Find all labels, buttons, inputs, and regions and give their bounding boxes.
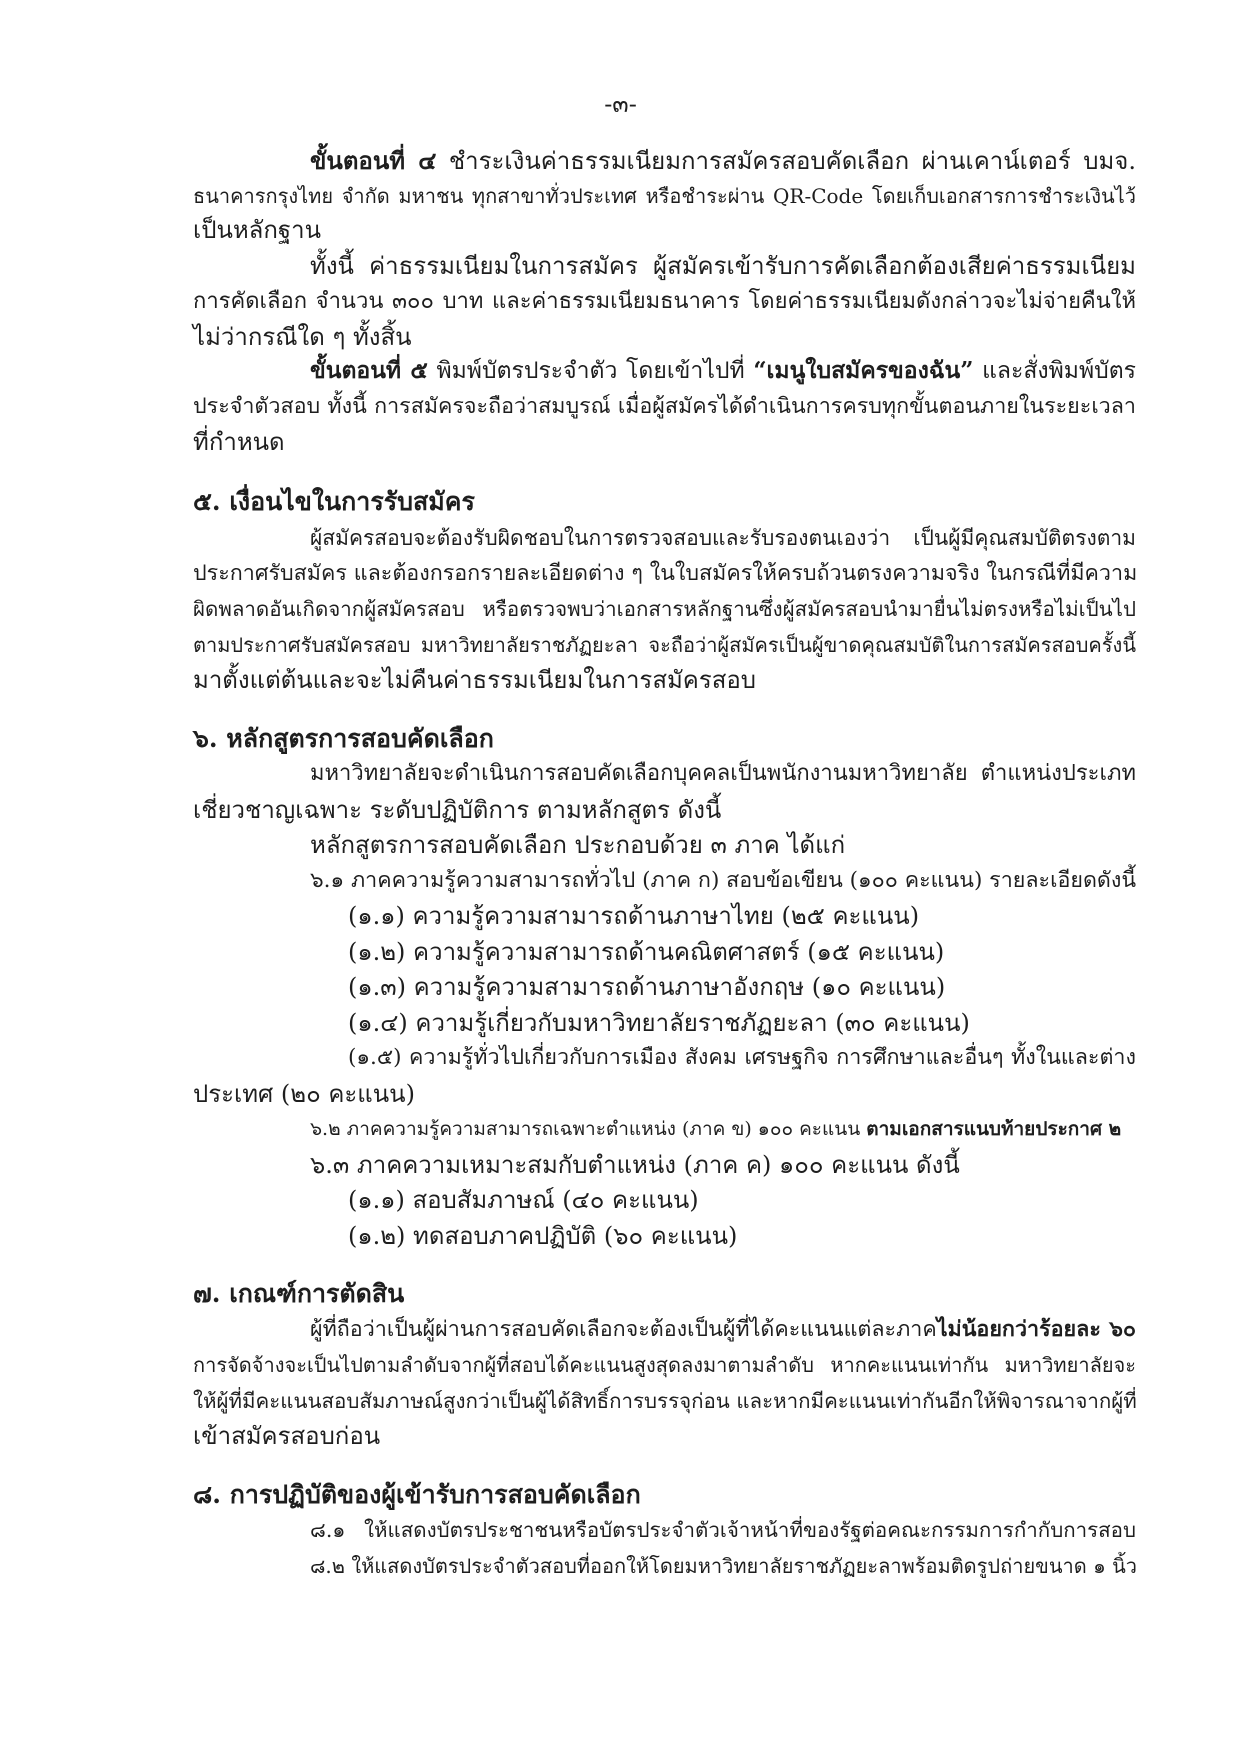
section5-heading: ๕. เงื่อนไขในการรับสมัคร [193,487,475,516]
step5-line1 [310,354,1136,388]
section7-line4: เข้าสมัครสอบก่อน [193,1422,381,1450]
section7-line1 [310,1313,1136,1347]
section5-line: ตามประกาศรับสมัครสอบ มหาวิทยาลัยราชภัฏยะลา จะถือว่าผู้สมัครเป็นผู้ขาดคุณสมบัติในการสมัครสอบครั้งนี้ [193,633,1136,657]
section7-line3: ให้ผู้ที่มีคะแนนสอบสัมภาษณ์สูงกว่าเป็นผู้ได้สิทธิ์การบรรจุก่อน และหากมีคะแนนเท่ากันอีกให้พิจารณาจากผู้ที่ [193,1389,1137,1413]
section6-part1-item: (๑.๔) ความรู้เกี่ยวกับมหาวิทยาลัยราชภัฏยะลา (๓๐ คะแนน) [348,1009,970,1037]
section6-heading: ๖. หลักสูตรการสอบคัดเลือก [193,724,494,753]
section6-part2 [310,1112,1121,1146]
section7-threshold: ไม่น้อยกว่าร้อยละ ๖๐ [936,1317,1136,1342]
step5-line2: ประจำตัวสอบ ทั้งนี้ การสมัครจะถือว่าสมบูรณ์ เมื่อผู้สมัครได้ดำเนินการครบทุกขั้นตอนภายในระยะเวลา [193,394,1136,419]
step4-lead: ขั้นตอนที่ ๔ [310,146,437,175]
section6-part3-item: (๑.๒) ทดสอบภาคปฏิบัติ (๖๐ คะแนน) [348,1222,738,1250]
step4-line1 [310,144,1136,178]
section6-item15-line2: ประเทศ (๒๐ คะแนน) [193,1080,415,1108]
section6-part2-attachment: ตามเอกสารแนบท้ายประกาศ ๒ [866,1118,1122,1140]
step5-line3: ที่กำหนด [193,428,285,456]
step4-text: ชำระเงินค่าธรรมเนียมการสมัครสอบคัดเลือก ผ่านเคาน์เตอร์ บมจ. [448,147,1136,175]
section6-part1-item: (๑.๑) ความรู้ความสามารถด้านภาษาไทย (๒๕ คะแนน) [348,902,920,930]
section6-part1-item: (๑.๒) ความรู้ความสามารถด้านคณิตศาสตร์ (๑๕ คะแนน) [348,938,945,966]
section8-heading: ๘. การปฏิบัติของผู้เข้ารับการสอบคัดเลือก [193,1480,641,1509]
section8-item: ๘.๑ ให้แสดงบัตรประชาชนหรือบัตรประจำตัวเจ้าหน้าที่ของรัฐต่อคณะกรรมการกำกับการสอบ [310,1518,1136,1542]
section8-item: ๘.๒ ให้แสดงบัตรประจำตัวสอบที่ออกให้โดยมหาวิทยาลัยราชภัฏยะลาพร้อมติดรูปถ่ายขนาด ๑ นิ้ว [310,1554,1138,1578]
step4-line2: ธนาคารกรุงไทย จำกัด มหาชน ทุกสาขาทั่วประเทศ หรือชำระผ่าน QR-Code โดยเก็บเอกสารการชำระเงินไว้ [193,184,1136,208]
section6-intro1: มหาวิทยาลัยจะดำเนินการสอบคัดเลือกบุคคลเป็นพนักงานมหาวิทยาลัย ตำแหน่งประเภท [310,761,1136,786]
fee-line3: ไม่ว่ากรณีใด ๆ ทั้งสิ้น [193,323,412,351]
section6-part3: ๖.๓ ภาคความเหมาะสมกับตำแหน่ง (ภาค ค) ๑๐๐ คะแนน ดังนี้ [310,1151,960,1179]
section5-line: ผู้สมัครสอบจะต้องรับผิดชอบในการตรวจสอบและรับรองตนเองว่า เป็นผู้มีคุณสมบัติตรงตาม [310,526,1136,550]
section7-heading: ๗. เกณฑ์การตัดสิน [193,1279,405,1308]
fee-line2: การคัดเลือก จำนวน ๓๐๐ บาท และค่าธรรมเนียมธนาคาร โดยค่าธรรมเนียมดังกล่าวจะไม่จ่ายคืนให้ [193,289,1136,314]
step5-menu-quote: “เมนูใบสมัครของฉัน” [753,357,974,384]
step4-line3: เป็นหลักฐาน [193,216,322,244]
section5-line: ผิดพลาดอันเกิดจากผู้สมัครสอบ หรือตรวจพบว่าเอกสารหลักฐานซึ่งผู้สมัครสอบนำมายื่นไม่ตรงหรือไม่เป็นไป [193,597,1136,621]
fee-line1: ทั้งนี้ ค่าธรรมเนียมในการสมัคร ผู้สมัครเข้ารับการคัดเลือกต้องเสียค่าธรรมเนียม [310,252,1136,280]
section6-intro3: หลักสูตรการสอบคัดเลือก ประกอบด้วย ๓ ภาค ได้แก่ [310,831,846,859]
section6-part1-item: (๑.๓) ความรู้ความสามารถด้านภาษาอังกฤษ (๑๐ คะแนน) [348,973,946,1001]
section5-line: มาตั้งแต่ต้นและจะไม่คืนค่าธรรมเนียมในการสมัครสอบ [193,666,757,694]
step5-end: และสั่งพิมพ์บัตร [982,358,1137,384]
page-number: -๓- [604,90,637,118]
step5-lead: ขั้นตอนที่ ๕ [310,357,428,384]
section7-line1-text: ผู้ที่ถือว่าเป็นผู้ผ่านการสอบคัดเลือกจะต้องเป็นผู้ที่ได้คะแนนแต่ละภาค [310,1317,937,1342]
section5-line: ประกาศรับสมัคร และต้องกรอกรายละเอียดต่าง ๆ ในใบสมัครให้ครบถ้วนตรงความจริง ในกรณีที่มีความ [193,561,1138,586]
section6-intro2: เชี่ยวชาญเฉพาะ ระดับปฏิบัติการ ตามหลักสูตร ดังนี้ [193,796,722,824]
section6-part2-text: ๖.๒ ภาคความรู้ความสามารถเฉพาะตำแหน่ง (ภาค ข) ๑๐๐ คะแนน [310,1118,861,1140]
section6-part1: ๖.๑ ภาคความรู้ความสามารถทั่วไป (ภาค ก) สอบข้อเขียน (๑๐๐ คะแนน) รายละเอียดดังนี้ [310,868,1137,893]
section7-line2: การจัดจ้างจะเป็นไปตามลำดับจากผู้ที่สอบได้คะแนนสูงสุดลงมาตามลำดับ หากคะแนนเท่ากัน มหาวิทยาลัยจะ [193,1353,1136,1377]
section6-part3-item: (๑.๑) สอบสัมภาษณ์ (๔๐ คะแนน) [348,1186,699,1214]
section6-item15-line1: (๑.๕) ความรู้ทั่วไปเกี่ยวกับการเมือง สังคม เศรษฐกิจ การศึกษาและอื่นๆ ทั้งในและต่าง [348,1045,1136,1070]
step5-mid: พิมพ์บัตรประจำตัว โดยเข้าไปที่ [436,358,745,384]
